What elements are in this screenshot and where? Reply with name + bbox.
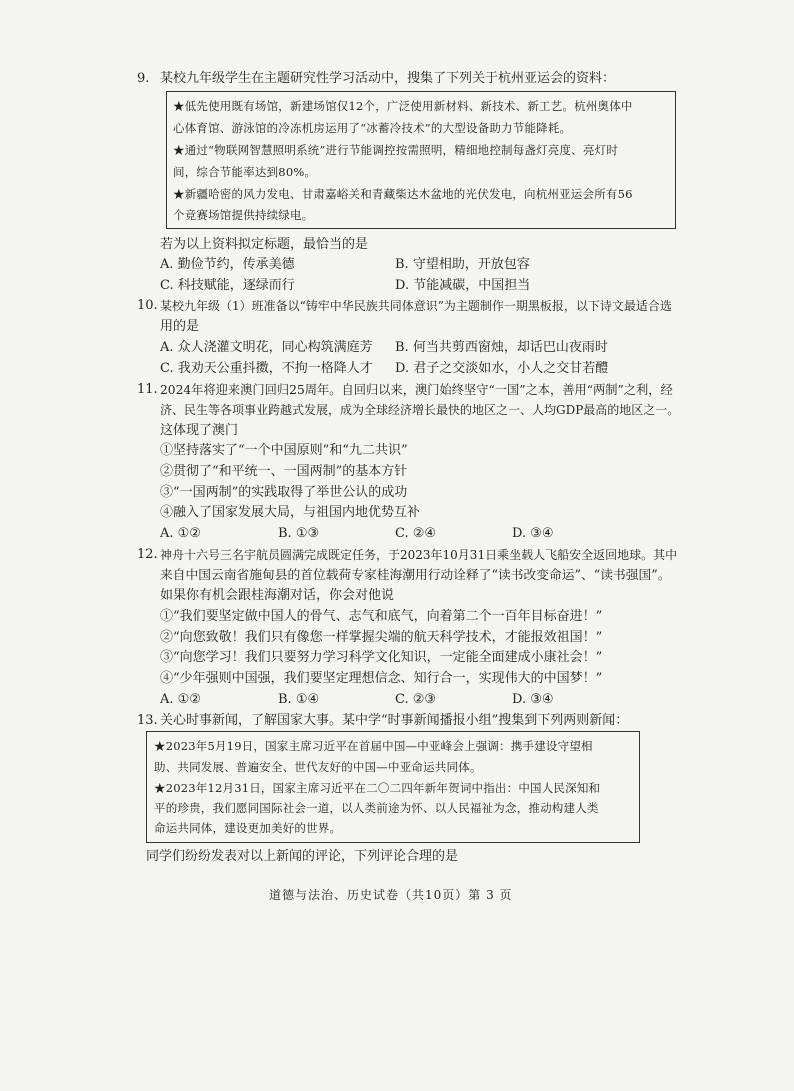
q9-option-c[interactable]: C. 科技赋能，逐绿而行 (160, 278, 295, 293)
q12-option-b[interactable]: B. ①④ (278, 692, 320, 707)
q11-number: 11. (137, 382, 158, 397)
q12-item: ④“少年强则中国强，我们要坚定理想信念、知行合一，实现伟大的中国梦！” (160, 671, 603, 686)
q12-item: ③“向您学习！我们只要努力学习科学文化知识，一定能全面建成小康社会！” (160, 650, 603, 665)
q13-stem: 关心时事新闻，了解国家大事。某中学“时事新闻播报小组”搜集到下列两则新闻： (160, 713, 629, 728)
q11-stem-cont: 这体现了澳门 (160, 423, 239, 438)
q9-box-line: ★低先使用既有场馆，新建场馆仅12个，广泛使用新材料、新技术、新工艺。杭州奥体中 (173, 99, 633, 113)
q11-item: ④融入了国家发展大局，与祖国内地优势互补 (160, 505, 421, 520)
q9-box-line: ★新疆哈密的风力发电、甘肃嘉峪关和青藏柴达木盆地的光伏发电，向杭州亚运会所有56 (173, 187, 633, 201)
q13-box-line: 命运共同体，建设更加美好的世界。 (154, 821, 342, 835)
q10-option-d[interactable]: D. 君子之交淡如水，小人之交甘若醴 (395, 361, 609, 376)
q11-stem: 2024年将迎来澳门回归25周年。自回归以来，澳门始终坚守“一国”之本，善用“两制”之利，经 (160, 383, 673, 397)
q12-item: ②“向您致敬！我们只有像您一样掌握尖端的航天科学技术，才能报效祖国！” (160, 630, 603, 645)
q12-option-c[interactable]: C. ②③ (395, 692, 437, 707)
q12-number: 12. (137, 547, 158, 562)
q13-box-line: 平的珍贵，我们愿同国际社会一道，以人类前途为怀、以人民福祉为念，推动构建人类 (154, 801, 599, 815)
q10-stem: 某校九年级（1）班准备以“铸牢中华民族共同体意识”为主题制作一期黑板报，以下诗文最适合选 (160, 299, 672, 313)
q9-option-d[interactable]: D. 节能减碳，中国担当 (395, 278, 531, 293)
q10-stem-cont: 用的是 (160, 319, 200, 334)
q13-question: 同学们纷纷发表对以上新闻的评论，下列评论合理的是 (146, 849, 459, 864)
q10-option-c[interactable]: C. 我劝天公重抖擞，不拘一格降人才 (160, 361, 373, 376)
q9-box-line: 间，综合节能率达到80%。 (173, 165, 317, 179)
q9-box-line: 个竞赛场馆提供持续绿电。 (173, 208, 314, 222)
q12-option-a[interactable]: A. ①② (160, 692, 201, 707)
q11-item: ③“一国两制”的实践取得了举世公认的成功 (160, 485, 408, 500)
q9-option-a[interactable]: A. 勤俭节约，传承美德 (160, 257, 295, 272)
q12-stem: 神舟十六号三名宇航员圆满完成既定任务，于2023年10月31日乘坐载人飞船安全返回地球。其中 (160, 548, 678, 562)
q11-option-b[interactable]: B. ①③ (278, 526, 320, 541)
q9-number: 9. (137, 71, 150, 86)
q11-item: ①坚持落实了“一个中国原则”和“九二共识” (160, 443, 408, 458)
q11-stem-cont: 济、民生等各项事业跨越式发展，成为全球经济增长最快的地区之一、人均GDP最高的地区之一。 (160, 403, 680, 417)
q9-question: 若为以上资料拟定标题，最恰当的是 (160, 237, 369, 252)
q12-item: ①“我们要坚定做中国人的骨气、志气和底气，向着第二个一百年目标奋进！” (160, 609, 603, 624)
q11-option-c[interactable]: C. ②④ (395, 526, 437, 541)
q13-box-line: ★2023年5月19日，国家主席习近平在首届中国—中亚峰会上强调：携手建设守望相 (154, 739, 593, 753)
q10-option-a[interactable]: A. 众人浇灌文明花，同心构筑满庭芳 (160, 340, 373, 355)
q13-box-line: 助、共同发展、普遍安全、世代友好的中国—中亚命运共同体。 (154, 760, 482, 774)
q12-stem-cont: 如果你有机会跟桂海潮对话，你会对他说 (160, 588, 395, 603)
q11-option-a[interactable]: A. ①② (160, 526, 201, 541)
q11-option-d[interactable]: D. ③④ (512, 526, 554, 541)
q12-stem-cont: 来自中国云南省施甸县的首位载荷专家桂海潮用行动诠释了“读书改变命运”、“读书强国”。 (160, 568, 671, 583)
q9-stem: 某校九年级学生在主题研究性学习活动中，搜集了下列关于杭州亚运会的资料： (160, 71, 616, 86)
page-footer: 道德与法治、历史试卷（共10页）第 3 页 (269, 888, 513, 902)
q9-box-line: ★通过“物联网智慧照明系统”进行节能调控按需照明，精细地控制每盏灯亮度、亮灯时 (173, 143, 619, 157)
q9-option-b[interactable]: B. 守望相助，开放包容 (395, 257, 530, 272)
q10-option-b[interactable]: B. 何当共剪西窗烛，却话巴山夜雨时 (395, 340, 608, 355)
q13-box-line: ★2023年12月31日，国家主席习近平在二〇二四年新年贺词中指出：中国人民深知和 (154, 781, 601, 795)
q9-box-line: 心体育馆、游泳馆的冷冻机房运用了“冰蓄冷技术”的大型设备助力节能降耗。 (173, 121, 572, 135)
q13-number: 13. (137, 713, 158, 728)
q11-item: ②贯彻了“和平统一、一国两制”的基本方针 (160, 464, 408, 479)
q10-number: 10. (137, 298, 158, 313)
q12-option-d[interactable]: D. ③④ (512, 692, 554, 707)
